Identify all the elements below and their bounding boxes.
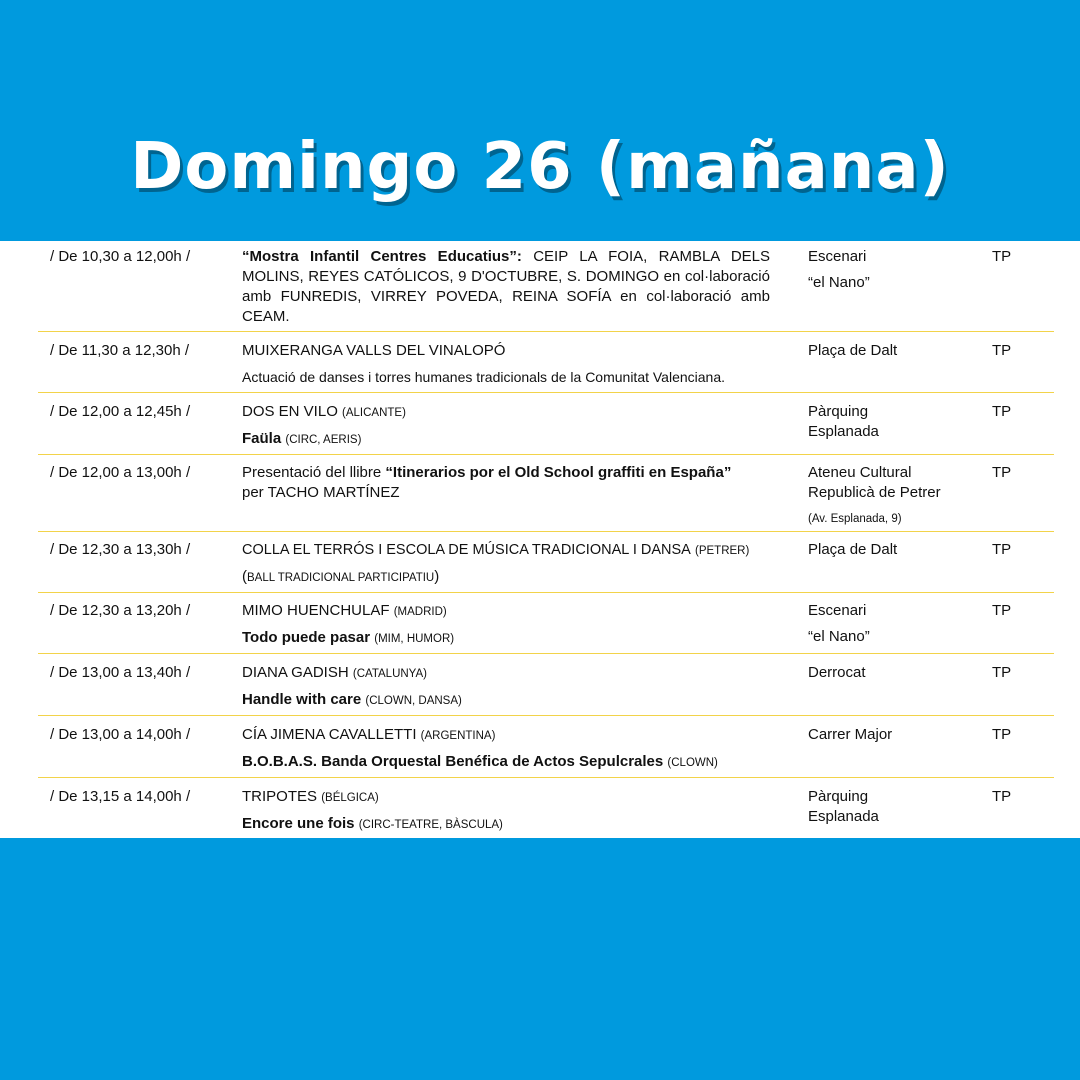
close-paren: ) <box>434 568 440 585</box>
venue-address: (Av. Esplanada, 9) <box>808 513 902 525</box>
price-cell: TP <box>992 248 1012 265</box>
description-cell <box>242 402 770 450</box>
event-text: CEIP LA FOIA, RAMBLA DELS MOLINS, REYES CATÓLICOS, 9 D'OCTUBRE, S. DOMINGO en col·laboració amb FUNREDIS, VIRREY POVEDA, REINA SOFÍA en col·laboració amb CEAM. <box>242 248 771 325</box>
venue-cell <box>808 463 983 529</box>
time-cell: / De 12,30 a 13,20h / <box>50 602 191 619</box>
venue-name: Pàrquing <box>808 788 869 805</box>
venue-name-line2: Esplanada <box>808 808 879 825</box>
artist-name: MIMO HUENCHULAF <box>242 602 390 619</box>
show-genre: (CLOWN, DANSA) <box>365 695 462 707</box>
venue-name: Ateneu Cultural <box>808 464 912 481</box>
show-title: B.O.B.A.S. Banda Orquestal Benéfica de Actos Sepulcrales <box>242 753 664 770</box>
table-row <box>38 463 1054 532</box>
artist-origin: (PETRER) <box>695 545 750 557</box>
show-genre: (CLOWN) <box>667 757 718 769</box>
price-cell: TP <box>992 541 1012 558</box>
venue-name: Escenari <box>808 248 867 265</box>
venue-cell: Derrocat <box>808 664 866 681</box>
description-cell <box>242 725 770 773</box>
show-genre: (MIM, HUMOR) <box>374 633 455 645</box>
venue-cell <box>808 247 983 293</box>
venue-name-line2: “el Nano” <box>808 274 870 291</box>
description-cell <box>242 601 770 649</box>
time-cell: / De 13,15 a 14,00h / <box>50 788 191 805</box>
event-author: per TACHO MARTÍNEZ <box>242 484 400 501</box>
event-intro: Presentació del llibre <box>242 464 386 481</box>
venue-cell: Plaça de Dalt <box>808 541 898 558</box>
table-row <box>38 247 1054 332</box>
book-title: “Itinerarios por el Old School graffiti en España” <box>385 464 732 481</box>
schedule-table <box>0 241 1080 838</box>
time-cell: / De 13,00 a 14,00h / <box>50 726 191 743</box>
artist-origin: (ALICANTE) <box>342 407 406 419</box>
description-cell <box>242 787 770 835</box>
venue-cell <box>808 402 983 442</box>
artist-origin: (MADRID) <box>393 606 447 618</box>
venue-cell <box>808 787 983 827</box>
show-genre: BALL TRADICIONAL PARTICIPATIU <box>247 572 435 584</box>
show-title: Faüla <box>242 430 282 447</box>
price-cell: TP <box>992 403 1012 420</box>
description-cell <box>242 341 770 387</box>
artist-name: COLLA EL TERRÓS I ESCOLA DE MÚSICA TRADICIONAL I DANSA <box>242 542 691 558</box>
time-cell: / De 10,30 a 12,00h / <box>50 248 191 265</box>
artist-name: DOS EN VILO <box>242 403 338 420</box>
description-cell <box>242 463 770 503</box>
time-cell: / De 13,00 a 13,40h / <box>50 664 191 681</box>
event-title: MUIXERANGA VALLS DEL VINALOPÓ <box>242 342 506 359</box>
price-cell: TP <box>992 342 1012 359</box>
price-cell: TP <box>992 726 1012 743</box>
description-cell <box>242 540 782 588</box>
time-cell: / De 12,00 a 12,45h / <box>50 403 191 420</box>
venue-name-line2: Republicà de Petrer <box>808 484 941 501</box>
table-row <box>38 601 1054 654</box>
page-title: Domingo 26 (mañana) <box>130 130 950 204</box>
open-paren: ( <box>242 568 247 585</box>
price-cell: TP <box>992 664 1012 681</box>
artist-name: DIANA GADISH <box>242 664 349 681</box>
artist-origin: (CATALUNYA) <box>352 668 427 680</box>
venue-name: Pàrquing <box>808 403 869 420</box>
time-cell: / De 12,30 a 13,30h / <box>50 541 191 558</box>
table-row <box>38 402 1054 455</box>
description-cell <box>242 663 770 711</box>
venue-name-line2: Esplanada <box>808 423 879 440</box>
show-genre: (CIRC, AERIS) <box>285 434 362 446</box>
show-title: Todo puede pasar <box>242 629 371 646</box>
table-row <box>38 787 1054 837</box>
venue-cell: Carrer Major <box>808 726 893 743</box>
artist-origin: (ARGENTINA) <box>420 730 496 742</box>
time-cell: / De 11,30 a 12,30h / <box>50 342 189 359</box>
table-row <box>38 663 1054 716</box>
show-title: Handle with care <box>242 691 362 708</box>
table-row <box>38 540 1054 593</box>
price-cell: TP <box>992 464 1012 481</box>
time-cell: / De 12,00 a 13,00h / <box>50 464 191 481</box>
venue-cell <box>808 601 983 647</box>
venue-name-line2: “el Nano” <box>808 628 870 645</box>
description-cell <box>242 247 770 327</box>
venue-cell: Plaça de Dalt <box>808 342 898 359</box>
price-cell: TP <box>992 788 1012 805</box>
event-description: Actuació de danses i torres humanes tradicionals de la Comunitat Valenciana. <box>242 369 726 385</box>
show-title: Encore une fois <box>242 815 355 832</box>
artist-name: TRIPOTES <box>242 788 318 805</box>
show-genre: (CIRC-TEATRE, BÀSCULA) <box>358 819 503 831</box>
artist-origin: (BÉLGICA) <box>321 792 379 804</box>
table-row <box>38 725 1054 778</box>
price-cell: TP <box>992 602 1012 619</box>
table-row <box>38 341 1054 393</box>
artist-name: CÍA JIMENA CAVALLETTI <box>242 726 417 743</box>
event-title: “Mostra Infantil Centres Educatius”: <box>242 248 522 265</box>
venue-name: Escenari <box>808 602 867 619</box>
